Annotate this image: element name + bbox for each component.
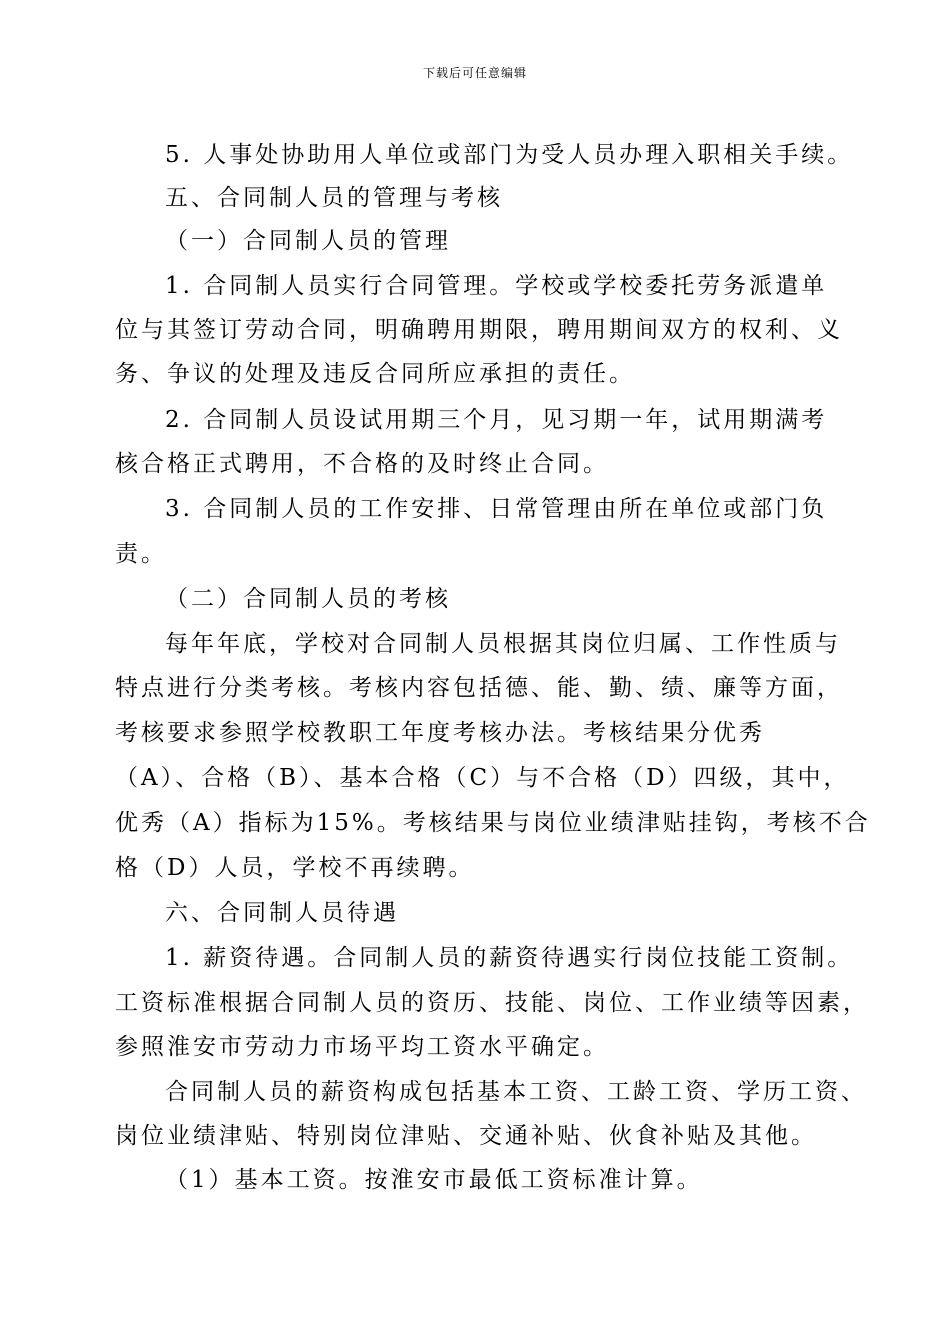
text-line: 务、争议的处理及违反合同所应承担的责任。 — [115, 361, 635, 387]
section-heading: 六、合同制人员待遇 — [165, 900, 399, 926]
text-line: 责。 — [115, 541, 167, 567]
text-line: 合同制人员的薪资构成包括基本工资、工龄工资、学历工资、 — [165, 1079, 867, 1105]
page-header-note: 下载后可任意编辑 — [422, 66, 527, 80]
text-line: 工资标准根据合同制人员的资历、技能、岗位、工作业绩等因素， — [115, 990, 869, 1016]
text-line: 1. 合同制人员实行合同管理。学校或学校委托劳务派遣单 — [165, 273, 828, 299]
text-line: 位与其签订劳动合同，明确聘用期限，聘用期间双方的权利、义 — [115, 317, 843, 343]
text-line: 每年年底，学校对合同制人员根据其岗位归属、工作性质与 — [165, 631, 841, 657]
text-line: 优秀（A）指标为15%。考核结果与岗位业绩津贴挂钩，考核不合 — [115, 810, 871, 836]
text-line: 格（D）人员，学校不再续聘。 — [115, 855, 475, 881]
text-line: 特点进行分类考核。考核内容包括德、能、勤、绩、廉等方面， — [115, 675, 843, 701]
text-line: 岗位业绩津贴、特别岗位津贴、交通补贴、伙食补贴及其他。 — [115, 1123, 817, 1149]
text-line: 参照淮安市劳动力市场平均工资水平确定。 — [115, 1034, 609, 1060]
text-line: 核合格正式聘用，不合格的及时终止合同。 — [115, 451, 609, 477]
text-line: 5. 人事处协助用人单位或部门为受人员办理入职相关手续。 — [165, 142, 854, 168]
text-line: 考核要求参照学校教职工年度考核办法。考核结果分优秀 — [115, 720, 765, 746]
text-line: （A）、合格（B）、基本合格（C）与不合格（D）四级，其中， — [115, 765, 850, 791]
text-line: 1. 薪资待遇。合同制人员的薪资待遇实行岗位技能工资制。 — [165, 945, 854, 971]
section-heading: 五、合同制人员的管理与考核 — [165, 185, 503, 211]
subsection-heading: （二）合同制人员的考核 — [165, 586, 451, 612]
text-line: （1）基本工资。按淮安市最低工资标准计算。 — [165, 1167, 703, 1193]
subsection-heading: （一）合同制人员的管理 — [165, 228, 451, 254]
text-line: 2. 合同制人员设试用期三个月，见习期一年，试用期满考 — [165, 407, 828, 433]
text-line: 3. 合同制人员的工作安排、日常管理由所在单位或部门负 — [165, 496, 828, 522]
